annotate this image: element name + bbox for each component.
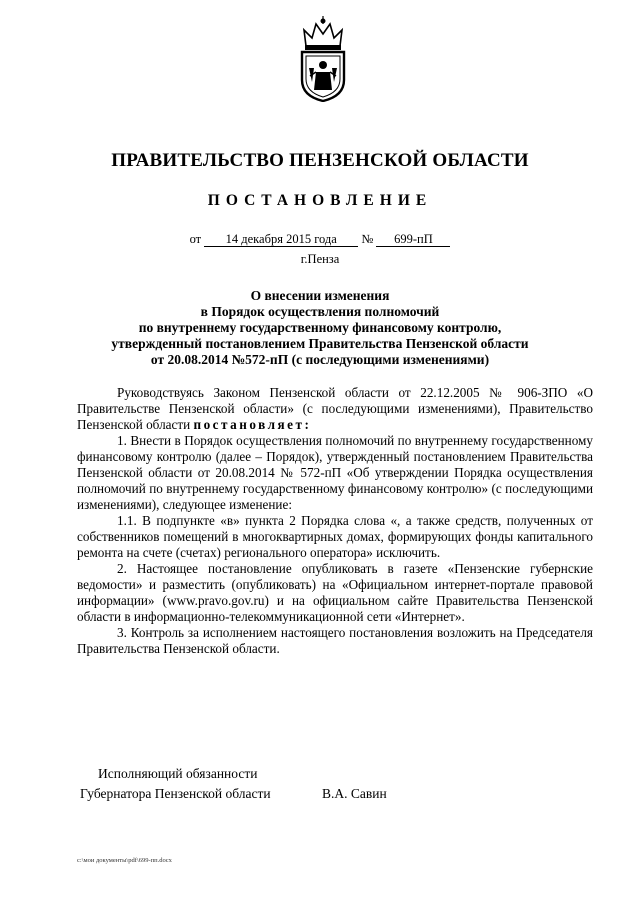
coat-of-arms-icon bbox=[296, 16, 350, 102]
title-line: О внесении изменения bbox=[250, 288, 390, 303]
paragraph-1-1: 1.1. В подпункте «в» пункта 2 Порядка слова «, а также средств, полученных от собственников помещений в многоквартирных домах, формирующих фонды капитального ремонта на счете (счетах) регионального оператора» исключить. bbox=[77, 513, 593, 560]
title-line: в Порядок осуществления полномочий bbox=[200, 304, 440, 319]
date-prefix: от bbox=[189, 232, 202, 246]
title-line: утвержденный постановлением Правительства Пензенской области bbox=[111, 336, 529, 351]
document-title bbox=[0, 288, 640, 368]
signatory-name: В.А. Савин bbox=[322, 786, 387, 801]
signatory-title-line2: Губернатора Пензенской области bbox=[80, 786, 271, 801]
document-date: 14 декабря 2015 года bbox=[204, 232, 358, 247]
signatory-title-line1: Исполняющий обязанности bbox=[98, 766, 258, 781]
resolves-keyword: постановляет: bbox=[193, 417, 312, 432]
date-number-line bbox=[0, 232, 640, 247]
paragraph-1: 1. Внести в Порядок осуществления полномочий по внутреннему государственному финансовому контролю (далее – Порядок), утвержденный постановлением Правительства Пензенской области от 20.08.2014 № 572-пП «Об утверждении Порядка осуществления полномочий по внутреннему государственному финансовому контролю» (с последующими изменениями), следующее изменение: bbox=[77, 433, 593, 512]
document-type: ПОСТАНОВЛЕНИЕ bbox=[207, 192, 433, 209]
number-sign: № bbox=[361, 232, 374, 246]
city: г.Пенза bbox=[300, 252, 340, 266]
paragraph-2: 2. Настоящее постановление опубликовать в газете «Пензенские губернские ведомости» и разместить (опубликовать) на «Официальном интернет-портале правовой информации» (www.pravo.gov.ru) и на официальном сайте Правительства Пензенской области в информационно-телекоммуникационной сети «Интернет». bbox=[77, 561, 593, 624]
document-body bbox=[77, 385, 593, 657]
organization-name: ПРАВИТЕЛЬСТВО ПЕНЗЕНСКОЙ ОБЛАСТИ bbox=[111, 150, 529, 171]
document-number: 699-пП bbox=[376, 232, 450, 247]
file-path-footer: c:\мои документы\pdf\699-пп.docx bbox=[77, 857, 172, 864]
paragraph-3: 3. Контроль за исполнением настоящего постановления возложить на Председателя Правительства Пензенской области. bbox=[77, 625, 593, 656]
intro-paragraph bbox=[77, 385, 593, 433]
title-line: от 20.08.2014 №572-пП (с последующими изменениями) bbox=[150, 352, 490, 367]
title-line: по внутреннему государственному финансовому контролю, bbox=[138, 320, 502, 335]
intro-text: Руководствуясь Законом Пензенской области от 22.12.2005 № 906-ЗПО «О Правительстве Пензенской области» (с последующими изменениями), Правительство Пензенской области bbox=[77, 385, 593, 432]
